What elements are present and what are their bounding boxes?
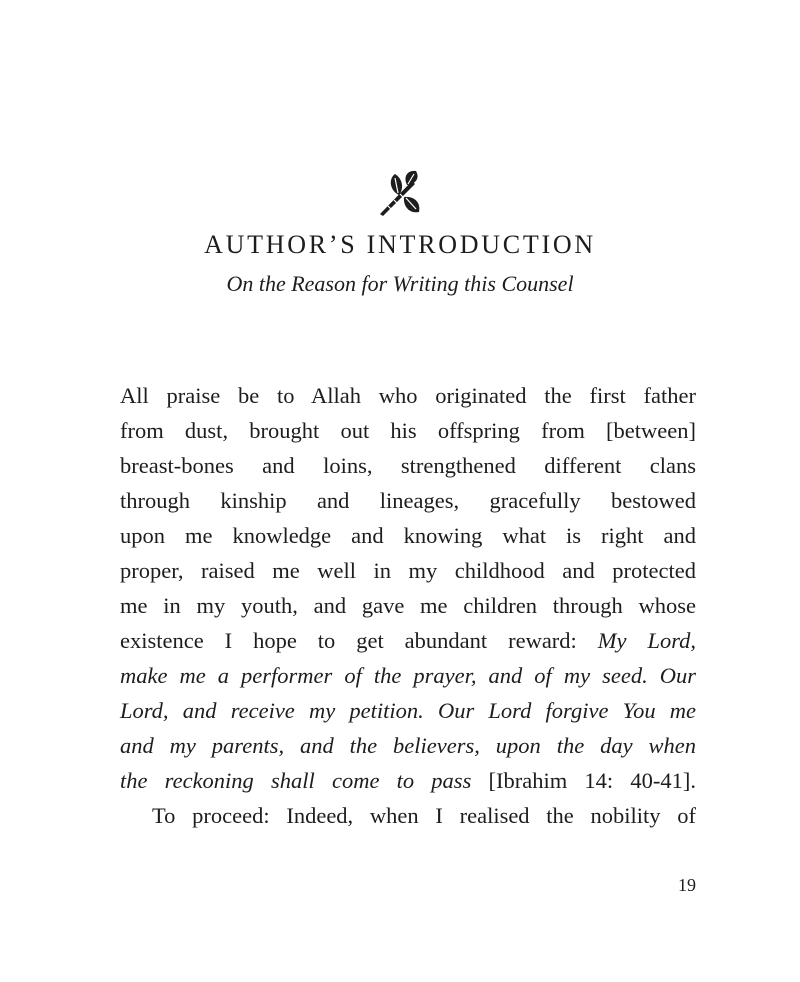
body-line	[120, 553, 696, 588]
body-line	[120, 413, 696, 448]
body-line	[120, 728, 696, 763]
leaf-sprig-icon	[378, 170, 422, 216]
body-segment-roman: from dust, brought out his offspring from [between]	[120, 418, 696, 443]
body-segment-roman: me in my youth, and gave me children through whose	[120, 593, 696, 618]
body-segment-roman: upon me knowledge and knowing what is right and	[120, 523, 696, 548]
body-line	[120, 798, 696, 833]
body-segment-roman: proper, raised me well in my childhood and protected	[120, 558, 696, 583]
body-segment-italic: My Lord,	[597, 628, 697, 653]
body-line	[120, 448, 696, 483]
body-line	[120, 483, 696, 518]
body-line	[120, 623, 696, 658]
body-segment-italic: Lord, and receive my petition. Our Lord forgive You me	[120, 698, 696, 723]
body-line	[120, 693, 696, 728]
body-line	[120, 588, 696, 623]
body-segment-italic: the reckoning shall come to pass	[120, 768, 472, 793]
body-line	[120, 763, 696, 798]
chapter-subtitle: On the Reason for Writing this Counsel	[226, 271, 574, 296]
page-number: 19	[678, 875, 696, 895]
body-line	[120, 518, 696, 553]
body-segment-roman: through kinship and lineages, gracefully bestowed	[120, 488, 696, 513]
body-text	[120, 378, 696, 833]
body-segment-italic: and my parents, and the believers, upon the day when	[120, 733, 696, 758]
body-segment-italic: make me a performer of the prayer, and of my seed. Our	[120, 663, 696, 688]
body-segment-roman: [Ibrahim 14: 40-41].	[471, 768, 696, 793]
body-line	[120, 378, 696, 413]
body-line	[120, 658, 696, 693]
body-segment-roman: To proceed: Indeed, when I realised the nobility of	[152, 803, 696, 828]
body-segment-roman: All praise be to Allah who originated the first father	[120, 383, 696, 408]
body-segment-roman: existence I hope to get abundant reward:	[120, 628, 598, 653]
body-segment-roman: breast-bones and loins, strengthened different clans	[120, 453, 696, 478]
chapter-title: AUTHOR’S INTRODUCTION	[204, 230, 596, 259]
